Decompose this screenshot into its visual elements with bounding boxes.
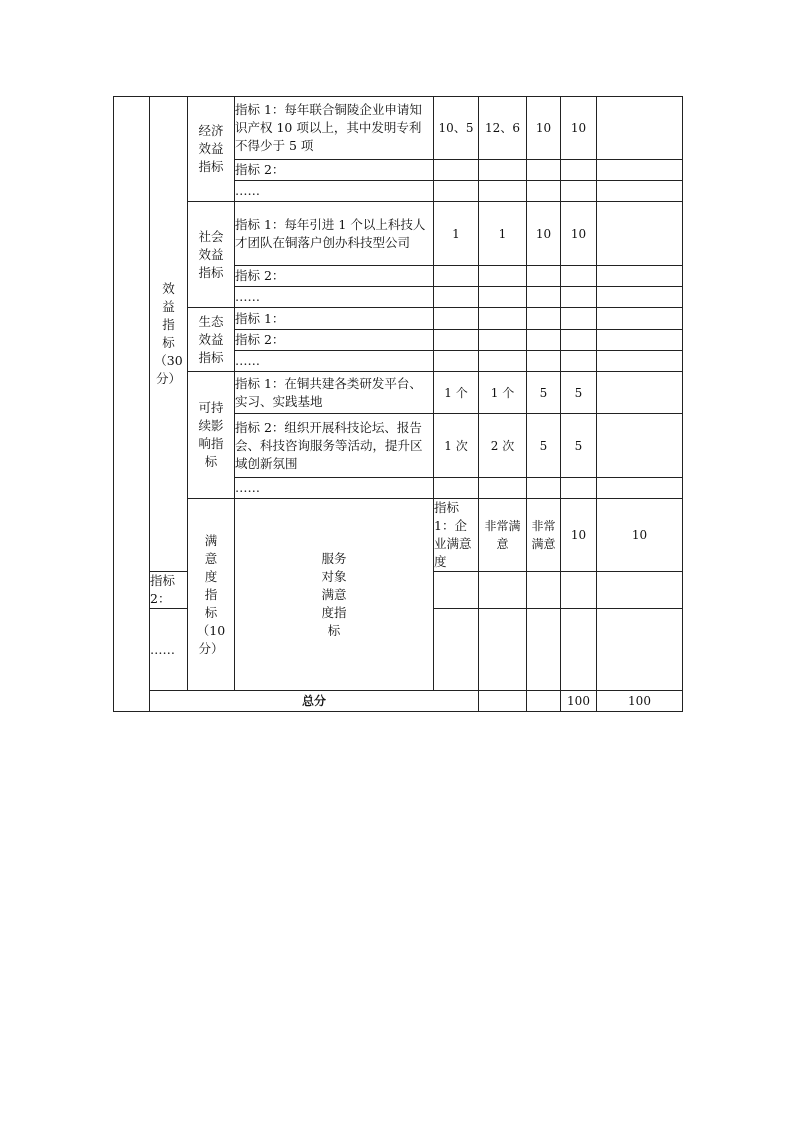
indicator-text: 指标 1：每年引进 1 个以上科技人才团队在铜落户创办科技型公司 xyxy=(235,202,434,266)
remark-cell xyxy=(597,202,683,266)
remark-cell xyxy=(597,414,683,478)
ecological-benefit-label: 生态 效益 指标 xyxy=(188,308,235,372)
target-value: 非常满意 xyxy=(479,499,527,572)
indicator-text: 指标 2： xyxy=(235,160,434,181)
indicator-text: …… xyxy=(235,351,434,372)
target-value: 1 个 xyxy=(434,372,479,414)
target-value: 1 次 xyxy=(434,414,479,478)
score-value: 10 xyxy=(561,202,597,266)
indicator-text: 指标 1：在铜共建各类研发平台、实习、实践基地 xyxy=(235,372,434,414)
target-value: 1 xyxy=(434,202,479,266)
table-row xyxy=(114,308,683,330)
satisfaction-indicator-label: 满 意 度 指 标 （10 分） xyxy=(188,499,235,691)
total-label: 总分 xyxy=(150,691,479,712)
sustainable-impact-label: 可持 续影 响指 标 xyxy=(188,372,235,499)
actual-value: 1 个 xyxy=(479,372,527,414)
economic-benefit-label: 经济 效益 指标 xyxy=(188,97,235,202)
indicator-text: 指标 1： xyxy=(235,308,434,330)
weight-value: 5 xyxy=(527,372,561,414)
actual-value: 2 次 xyxy=(479,414,527,478)
table-row xyxy=(114,202,683,266)
indicator-text: …… xyxy=(235,181,434,202)
indicator-text: 指标 2： xyxy=(150,572,188,609)
indicator-text: 指标 1：每年联合铜陵企业申请知识产权 10 项以上，其中发明专利不得少于 5 项 xyxy=(235,97,434,160)
actual-value: 1 xyxy=(479,202,527,266)
table-row xyxy=(114,499,683,572)
indicator-text: …… xyxy=(235,478,434,499)
actual-value: 非常满意 xyxy=(527,499,561,572)
performance-table xyxy=(113,96,683,712)
total-weight: 100 xyxy=(561,691,597,712)
remark-cell xyxy=(597,372,683,414)
weight-value: 10 xyxy=(527,97,561,160)
benefit-indicator-label: 效 益 指 标 （30 分） xyxy=(150,97,188,572)
indicator-text: 指标 2：组织开展科技论坛、报告会、科技咨询服务等活动，提升区域创新氛围 xyxy=(235,414,434,478)
total-score: 100 xyxy=(597,691,683,712)
service-satisfaction-label: 服务 对象 满意 度指 标 xyxy=(235,499,434,691)
weight-value: 5 xyxy=(527,414,561,478)
weight-value: 10 xyxy=(527,202,561,266)
table-row xyxy=(114,97,683,160)
score-value: 10 xyxy=(597,499,683,572)
table-row xyxy=(114,372,683,414)
level1-blank-cell xyxy=(114,97,150,712)
score-value: 5 xyxy=(561,414,597,478)
score-value: 10 xyxy=(561,97,597,160)
indicator-text: 指标 2： xyxy=(235,330,434,351)
indicator-text: 指标 2： xyxy=(235,266,434,287)
score-value: 5 xyxy=(561,372,597,414)
indicator-text: 指标 1：企业满意度 xyxy=(434,499,479,572)
total-row xyxy=(114,691,683,712)
target-value: 10、5 xyxy=(434,97,479,160)
remark-cell xyxy=(597,97,683,160)
indicator-text: …… xyxy=(150,609,188,691)
actual-value: 12、6 xyxy=(479,97,527,160)
weight-value: 10 xyxy=(561,499,597,572)
social-benefit-label: 社会 效益 指标 xyxy=(188,202,235,308)
indicator-text: …… xyxy=(235,287,434,308)
